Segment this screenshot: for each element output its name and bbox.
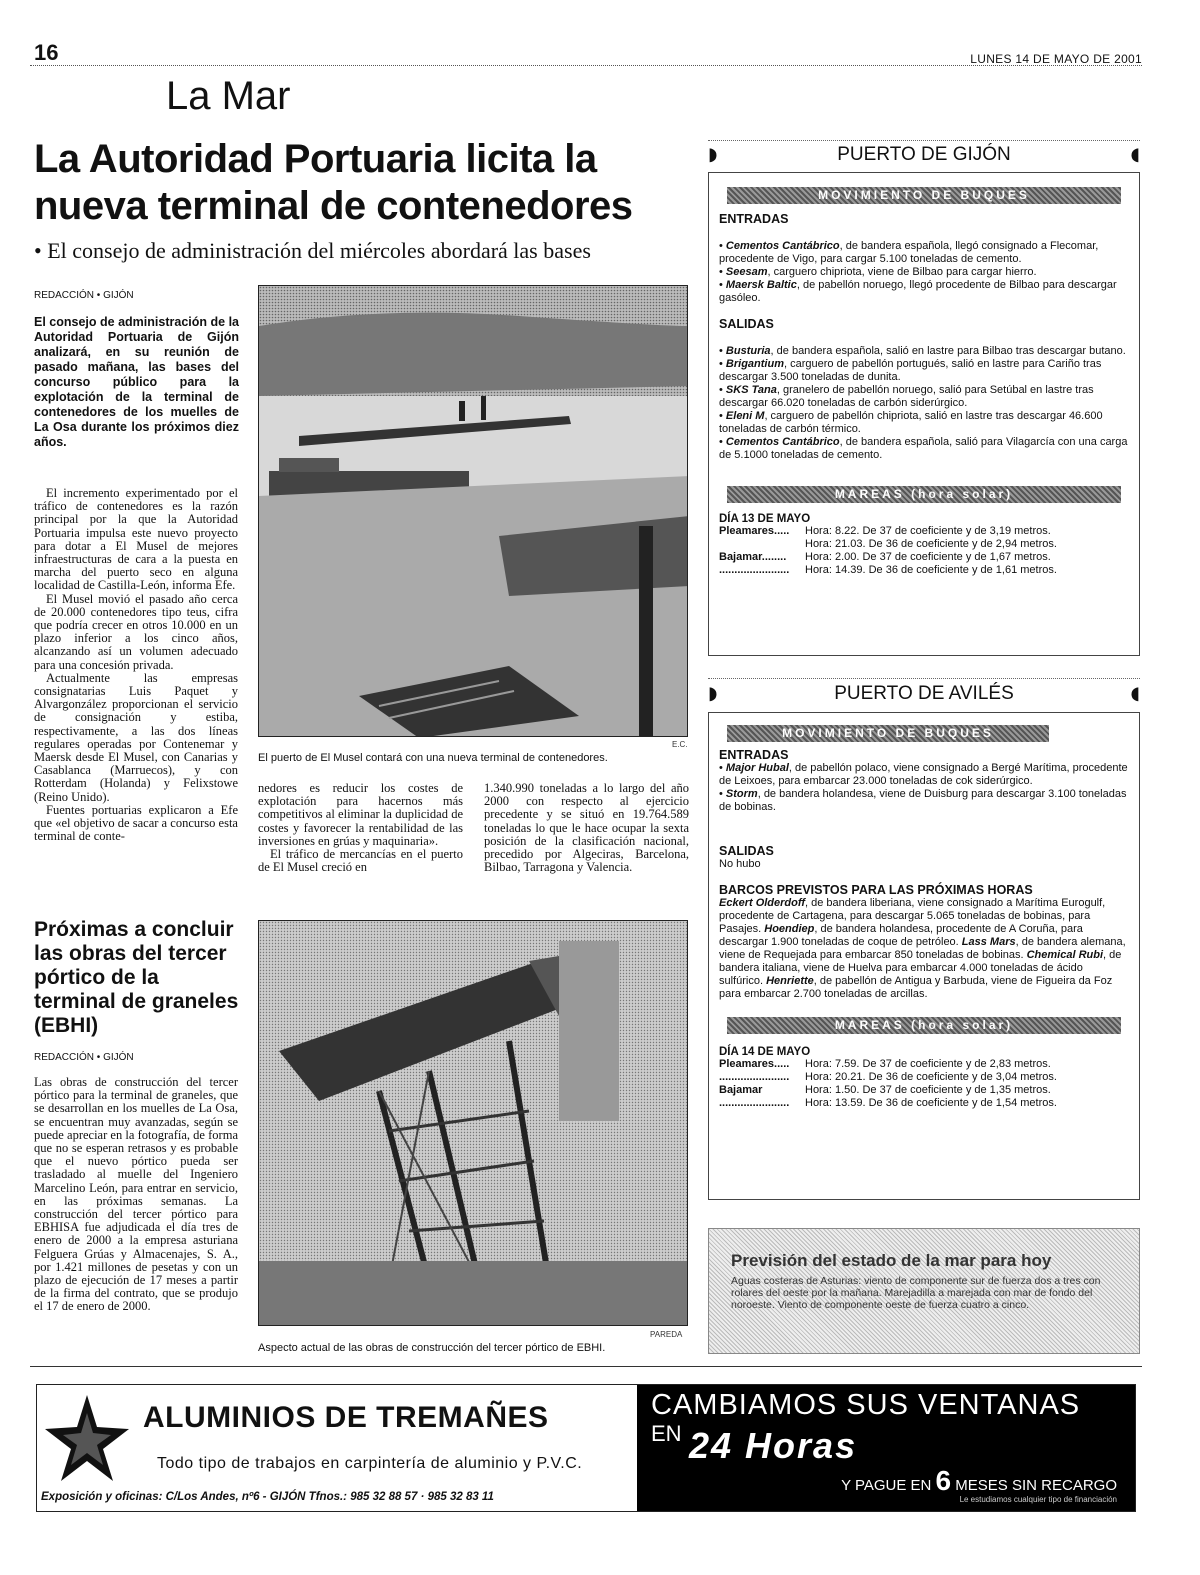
paragraph: El incremento experimentado por el tráfico de contenedores es la razón principal por la que la Autoridad Portuaria impulsa este nuevo proyecto para dotar a El Musel de mejores infraestructuras de cara a la puesta en marcha del puerto seco en alguna localidad de Castilla-León, informa Efe. (34, 486, 238, 593)
forecast-text: Aguas costeras de Asturias: viento de componente sur de fuerza dos a tres con rolares del oeste por la mañana. Marejadilla a marejada con mar de fondo del noroeste. Viento de componente oeste de fuerza cuatro a cinco. (731, 1275, 1101, 1311)
ship-name: SKS Tana (725, 384, 777, 396)
ad-company: ALUMINIOS DE TREMAÑES (143, 1401, 549, 1434)
photo-credit: E.C. (672, 740, 688, 749)
aviles-title: PUERTO DE AVILÉS (834, 683, 1014, 704)
arrow-left-icon: ◖ (1130, 683, 1140, 704)
sea-forecast (708, 1228, 1140, 1354)
ship-entry: • Major Hubal, de pabellón polaco, viene consignado a Bergé Marítima, procedente de Leixoes, para embarcar 23.000 toneladas de cok siderúrgico. (719, 762, 1128, 787)
gijon-box (708, 172, 1140, 656)
page-date: LUNES 14 DE MAYO DE 2001 (970, 52, 1142, 66)
main-byline: REDACCIÓN • GIJÓN (34, 290, 134, 301)
section-title: La Mar (166, 74, 291, 118)
ship-entry: • Cementos Cantábrico, de bandera española, llegó consignado a Flecomar, procedente de Vigo, para cargar 5.100 toneladas de cemento. (719, 240, 1099, 265)
photo-caption: El puerto de El Musel contará con una nueva terminal de contenedores. (258, 752, 608, 764)
ship-name: Brigantium (725, 358, 784, 370)
tide-row: Pleamares..... Hora: 8.22. De 37 de coeficiente y de 3,19 metros. (719, 525, 1051, 537)
photo-credit: PAREDA (650, 1330, 683, 1339)
photo-caption: Aspecto actual de las obras de construcción del tercer pórtico de EBHI. (258, 1342, 606, 1354)
main-column-3 (484, 782, 689, 874)
tide-row: Bajamar Hora: 1.50. De 37 de coeficiente y de 1,35 metros. (719, 1084, 1051, 1096)
arrow-right-icon: ◗ (708, 683, 718, 704)
ship-name: Chemical Rubi (1026, 949, 1104, 961)
main-subhead: • El consejo de administración del miércoles abordará las bases (34, 238, 591, 263)
star-logo-icon (45, 1393, 129, 1483)
page-number: 16 (34, 40, 59, 65)
arrow-right-icon: ◗ (708, 144, 718, 165)
tides-bar: MAREAS (hora solar) (727, 1017, 1121, 1034)
ad-en: EN (651, 1421, 682, 1446)
ship-name: Lass Mars (961, 936, 1016, 948)
advertisement (36, 1384, 1136, 1512)
main-headline: La Autoridad Portuaria licita la nueva terminal de contenedores (34, 137, 633, 228)
ship-name: Henriette (766, 975, 814, 987)
second-body: Las obras de construcción del tercer pórtico para la terminal de graneles, que se desarrollan en los muelles de La Osa, se encuentran muy avanzadas, según se puede apreciar en la fotografía, de forma que no se esperan retrasos y es probable que el nuevo pórtico pueda ser trasladado al muelle del Ingeniero Marcelino León, para entrar en servicio, en las próximas semanas. La construcción del tercer pórtico para EBHISA fue adjudicada el día tres de enero de 2000 a la empresa asturiana Felguera Grúas y Almacenajes, S. A., por 1.421 millones de pesetas y con un plazo de ejecución de 17 meses a partir de la firma del contrato, que se produjo el 17 de enero de 2000. (34, 1075, 238, 1314)
tide-row: Pleamares..... Hora: 7.59. De 37 de coeficiente y de 2,83 metros. (719, 1058, 1051, 1070)
ship-name: Cementos Cantábrico (725, 240, 840, 252)
forecast-title: Previsión del estado de la mar para hoy (731, 1251, 1052, 1270)
ship-name: Busturia (725, 345, 771, 357)
tides-bar: MAREAS (hora solar) (727, 486, 1121, 503)
second-headline: Próximas a concluir las obras del tercer pórtico de la terminal de graneles (EBHI) (34, 918, 239, 1037)
ship-entry: • Eleni M, carguero de pabellón chipriota, salió en lastre tras descargar 46.600 toneladas de carbón térmico. (719, 410, 1103, 435)
harbor-photo (258, 285, 688, 737)
aviles-header (708, 683, 1140, 709)
ship-entry: • Cementos Cantábrico, de bandera española, salió para Vilagarcía con una carga de 5.1000 toneladas de cemento. (719, 436, 1128, 461)
ad-left (37, 1385, 637, 1511)
tide-day: DÍA 14 DE MAYO (719, 1046, 811, 1058)
gijon-header (708, 144, 1140, 170)
tide-row: Bajamar........ Hora: 2.00. De 37 de coeficiente y de 1,67 metros. (719, 551, 1051, 563)
salidas-label: SALIDAS (719, 317, 774, 331)
previstos-label: BARCOS PREVISTOS PARA LAS PRÓXIMAS HORAS (719, 883, 1033, 897)
entradas-label: ENTRADAS (719, 212, 789, 226)
ship-name: Maersk Baltic (725, 279, 797, 291)
ship-name: Storm (725, 788, 758, 800)
ship-name: Seesam (725, 266, 768, 278)
main-column-2 (258, 782, 463, 874)
second-byline: REDACCIÓN • GIJÓN (34, 1052, 134, 1063)
ad-hours: 24 Horas (689, 1425, 858, 1466)
header-rule (30, 65, 1142, 66)
paragraph: El Musel movió el pasado año cerca de 20.000 contenedores tipo teus, cifra que podría crecer en otros 10.000 en un plazo inferior a los cinco años, alcanzando así un volumen adecuado para una concesión privada. (34, 591, 238, 672)
crane-photo (258, 920, 688, 1326)
aviles-box (708, 712, 1140, 1200)
divider (708, 678, 1140, 679)
ad-address: Exposición y oficinas: C/Los Andes, nº6 - GIJÓN Tfnos.: 985 32 88 57 · 985 32 83 11 (41, 1491, 494, 1503)
main-column-1 (34, 487, 238, 843)
ship-entry: • Seesam, carguero chipriota, viene de Bilbao para cargar hierro. (719, 266, 1037, 278)
ship-entry: • Storm, de bandera holandesa, viene de Duisburg para descargar 3.100 toneladas de bobinas. (719, 788, 1127, 813)
ad-headline: CAMBIAMOS SUS VENTANAS (651, 1389, 1081, 1421)
paragraph: 1.340.990 toneladas a lo largo del año 2000 con respecto al ejercicio precedente y se situó en 19.764.589 toneladas lo que le hace ocupar la sexta posición de la clasificación nacional, precedido por Algeciras, Barcelona, Bilbao, Tarragona y Valencia. (484, 781, 689, 875)
paragraph: Actualmente las empresas consignatarias Luis Paquet y Alvargonzález proporcionan el servicio de consignación y estiba, respectivamente, a las dos líneas regulares operadas por Contenemar y Maersk desde El Musel, con Canarias y Casablanca (Marruecos), y con Rotterdam (Holanda) y Felixstowe (Reino Unido). (34, 670, 238, 804)
ship-entry: • Brigantium, carguero de pabellón portugués, salió en lastre para Cariño tras descargar 3.500 toneladas de dunita. (719, 358, 1102, 383)
ad-payment: Y PAGUE EN 6 MESES SIN RECARGO (841, 1465, 1117, 1496)
entradas-label: ENTRADAS (719, 748, 789, 762)
ship-name: Eckert Olderdoff (719, 897, 805, 909)
movements-bar: MOVIMIENTO DE BUQUES (727, 725, 1049, 742)
main-lead: El consejo de administración de la Autoridad Portuaria de Gijón analizará, en su reunión de pasado mañana, las bases del concurso público para la explotación de la terminal de contenedores de los muelles de La Osa durante los próximos diez años. (34, 315, 239, 449)
ship-entry: • Busturia, de bandera española, salió en lastre para Bilbao tras descargar butano. (719, 345, 1126, 357)
tide-row: ....................... Hora: 20.21. De 36 de coeficiente y de 3,04 metros. (719, 1071, 1057, 1083)
tide-row: Hora: 21.03. De 36 de coeficiente y de 2,94 metros. (805, 538, 1057, 550)
ship-name: Eleni M (725, 410, 765, 422)
ad-tagline: Todo tipo de trabajos en carpintería de aluminio y P.V.C. (157, 1455, 583, 1472)
movements-bar: MOVIMIENTO DE BUQUES (727, 187, 1121, 204)
salidas-text: No hubo (719, 858, 761, 870)
paragraph: nedores es reducir los costes de explotación para hacernos más competitivos al eliminar la duplicidad de costes y favorecer la rentabilidad de las inversiones en grúas y maquinaria». (258, 781, 463, 848)
previstos-text: Eckert Olderdoff, de bandera liberiana, viene consignado a Marítima Eurogulf, procedente de Cartagena, para descargar 5.065 toneladas de bobinas, para Pasajes. Hoendiep, de bandera holandesa, procedente de A Coruña, para descargar 1.900 toneladas de coque de petróleo. Lass Mars, de bandera alemana, viene de Requejada para embarcar 850 toneladas de bobinas. Chemical Rubi, de bandera italiana, viene de Huelva para embarcar 4.000 toneladas de ácido sulfúrico. Henriette, de pabellón de Antigua y Barbuda, viene de Figueira da Foz para embarcar 2.700 toneladas de arcillas. (719, 897, 1126, 1000)
ship-name: Major Hubal (725, 762, 789, 774)
tide-row: ....................... Hora: 14.39. De 36 de coeficiente y de 1,61 metros. (719, 564, 1057, 576)
salidas-label: SALIDAS (719, 844, 774, 858)
tide-row: ....................... Hora: 13.59. De 36 de coeficiente y de 1,54 metros. (719, 1097, 1057, 1109)
ad-rule (30, 1366, 1142, 1367)
tide-day: DÍA 13 DE MAYO (719, 513, 811, 525)
ad-fineprint: Le estudiamos cualquier tipo de financiación (959, 1495, 1117, 1504)
ad-right (637, 1385, 1135, 1511)
gijon-title: PUERTO DE GIJÓN (837, 144, 1011, 165)
ship-name: Hoendiep (764, 923, 815, 935)
paragraph: El tráfico de mercancías en el puerto de El Musel creció en (258, 847, 463, 875)
divider (708, 140, 1140, 141)
paragraph: Fuentes portuarias explicaron a Efe que «el objetivo de sacar a concurso esta terminal de conte- (34, 802, 238, 844)
ship-entry: • SKS Tana, granelero de pabellón noruego, salió para Setúbal en lastre tras descargar 66.020 toneladas de carbón siderúrgico. (719, 384, 1094, 409)
ship-name: Cementos Cantábrico (725, 436, 840, 448)
ship-entry: • Maersk Baltic, de pabellón noruego, llegó procedente de Bilbao para descargar gasóleo. (719, 279, 1117, 304)
arrow-left-icon: ◖ (1130, 144, 1140, 165)
